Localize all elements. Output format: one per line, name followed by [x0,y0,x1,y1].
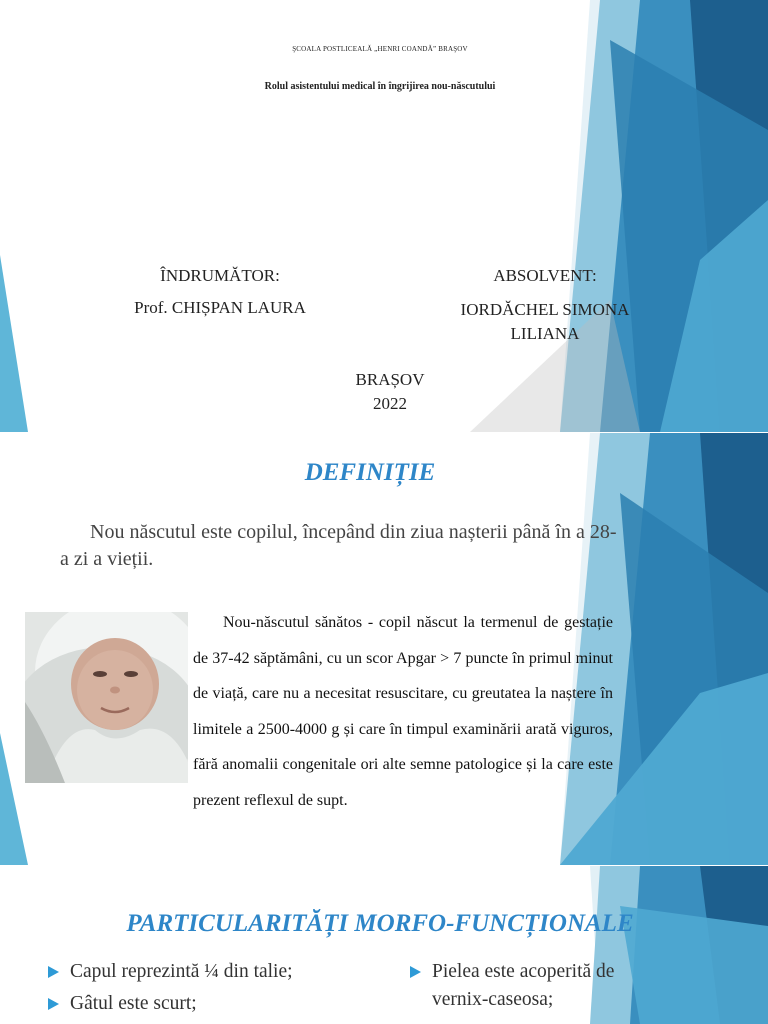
graduate-name: IORDĂCHEL SIMONA LILIANA [460,300,630,343]
bullet-arrow-icon [48,998,59,1010]
left-bullet-list [48,958,368,1022]
list-item [48,990,368,1018]
year: 2022 [373,394,407,413]
guide-label: ÎNDRUMĂTOR: [160,266,280,285]
list-item [410,958,650,1014]
definition-text: Nou născutul este copilul, începând din ziua nașterii până în a 28- a zi a vieții. [60,521,617,570]
slide-title: PARTICULARITĂȚI MORFO-FUNCȚIONALE [126,910,634,937]
list-item-text: Capul reprezintă ¼ din talie; [70,961,293,982]
guide-name: Prof. CHIȘPAN LAURA [134,298,306,317]
healthy-newborn-text: Nou-născutul sănătos - copil născut la termenul de gestație de 37-42 săptămâni, cu un scor Apgar > 7 puncte în primul minut de viață, care nu a necesitat resuscitare, cu greutatea la naștere în limitele a 2500-4000 g și care în timpul examinării arată viguros, fără anomalii congenitale ori alte semne patologice și la care este prezent reflexul de supt. [193,614,613,809]
bullet-arrow-icon [410,966,421,978]
definition-slide [0,433,768,865]
right-bullet-list [410,958,650,1018]
list-item-text: Gâtul este scurt; [70,993,197,1014]
newborn-photo [25,612,188,783]
title-slide [0,0,768,432]
slide-title: DEFINIȚIE [304,459,436,486]
thesis-topic: Rolul asistentului medical în îngrijirea nou-născutului [264,81,496,92]
list-item-text: Pielea este acoperită de vernix-caseosa; [432,961,615,1010]
city-year [300,368,480,416]
bullet-arrow-icon [48,966,59,978]
school-name: ŞCOALA POSTLICEALĂ „HENRI COANDĂ” BRAŞOV [292,45,468,53]
graduate-label: ABSOLVENT: [493,266,597,285]
particularities-slide [0,866,768,1024]
list-item [48,958,368,986]
city: BRAȘOV [355,370,425,389]
